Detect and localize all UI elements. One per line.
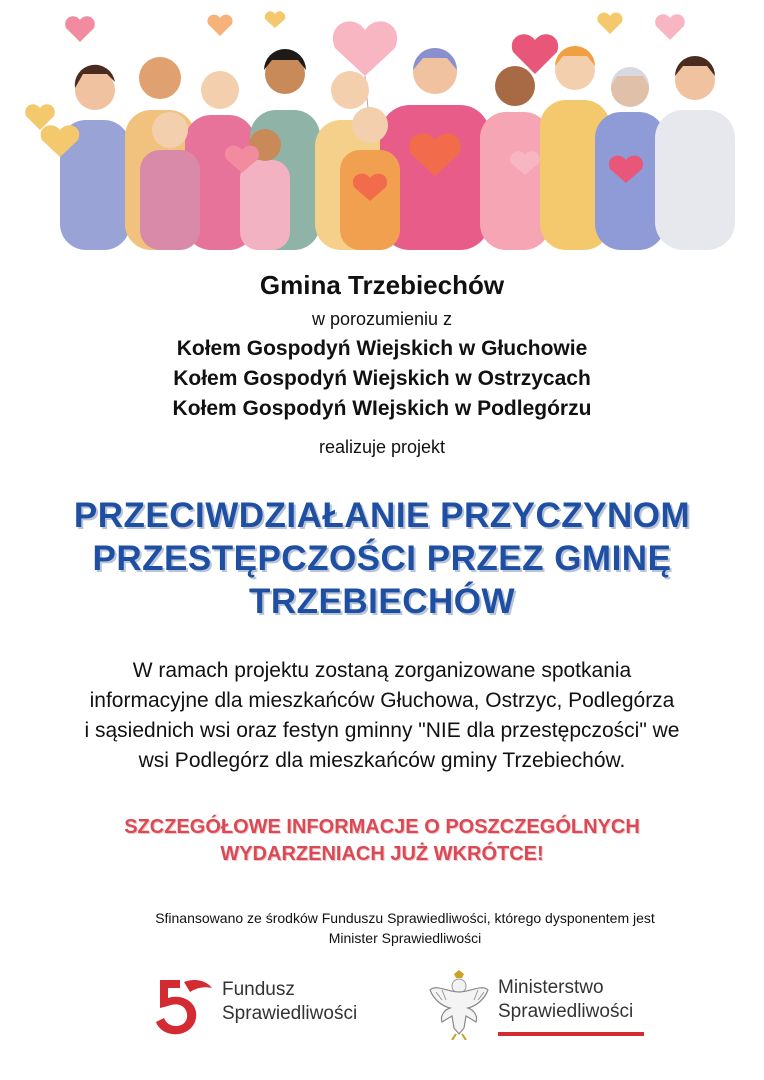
funding-line: Minister Sprawiedliwości <box>328 930 482 946</box>
project-title-line: PRZESTĘPCZOŚCI PRZEZ GMINĘ <box>92 539 672 578</box>
partner-line: Kołem Gospodyń Wiejskich w Głuchowie <box>176 337 588 360</box>
funding-statement <box>100 908 710 948</box>
project-description <box>40 656 724 776</box>
ministerstwo-logo-text: Ministerstwo <box>498 977 604 998</box>
description-line: i sąsiednich wsi oraz festyn gminny "NIE dla przestępczości" we <box>84 719 680 742</box>
notice-line: WYDARZENIACH JUŻ WKRÓTCE! <box>220 843 544 865</box>
project-title-line: TRZEBIECHÓW <box>248 582 516 621</box>
fundusz-logo-text: Sprawiedliwości <box>222 1003 358 1024</box>
project-title-line: PRZECIWDZIAŁANIE PRZYCZYNOM <box>73 496 691 535</box>
project-title <box>0 494 764 623</box>
polish-eagle-emblem-icon <box>428 970 490 1040</box>
fundusz-logo-text: Fundusz <box>222 979 295 1000</box>
organizer-name: Gmina Trzebiechów <box>259 270 505 300</box>
description-line: W ramach projektu zostaną zorganizowane spotkania <box>132 659 632 682</box>
partner-line: Kołem Gospodyń WIejskich w Podlegórzu <box>172 397 592 420</box>
fundusz-sprawiedliwosci-logo <box>150 968 380 1048</box>
header-block <box>0 268 764 476</box>
agreement-text: w porozumieniu z <box>311 309 453 329</box>
notice-line: SZCZEGÓŁOWE INFORMACJE O POSZCZEGÓLNYCH <box>124 816 640 838</box>
upcoming-details-notice <box>0 814 764 868</box>
crowd-illustration <box>20 0 744 250</box>
funding-line: Sfinansowano ze środków Funduszu Sprawiedliwości, którego dysponentem jest <box>155 910 655 926</box>
description-line: informacyjne dla mieszkańców Głuchowa, Ostrzyc, Podlegórza <box>89 689 675 712</box>
description-line: wsi Podlegórz dla mieszkańców gminy Trzebiechów. <box>138 749 626 772</box>
ministerstwo-logo-text: Sprawiedliwości <box>498 1001 634 1022</box>
fundusz-logo-icon <box>150 972 216 1042</box>
implements-text: realizuje projekt <box>318 437 446 457</box>
ministerstwo-sprawiedliwosci-logo <box>428 968 658 1048</box>
logo-underline-bar <box>498 1032 644 1036</box>
partner-line: Kołem Gospodyń Wiejskich w Ostrzycach <box>173 367 591 390</box>
